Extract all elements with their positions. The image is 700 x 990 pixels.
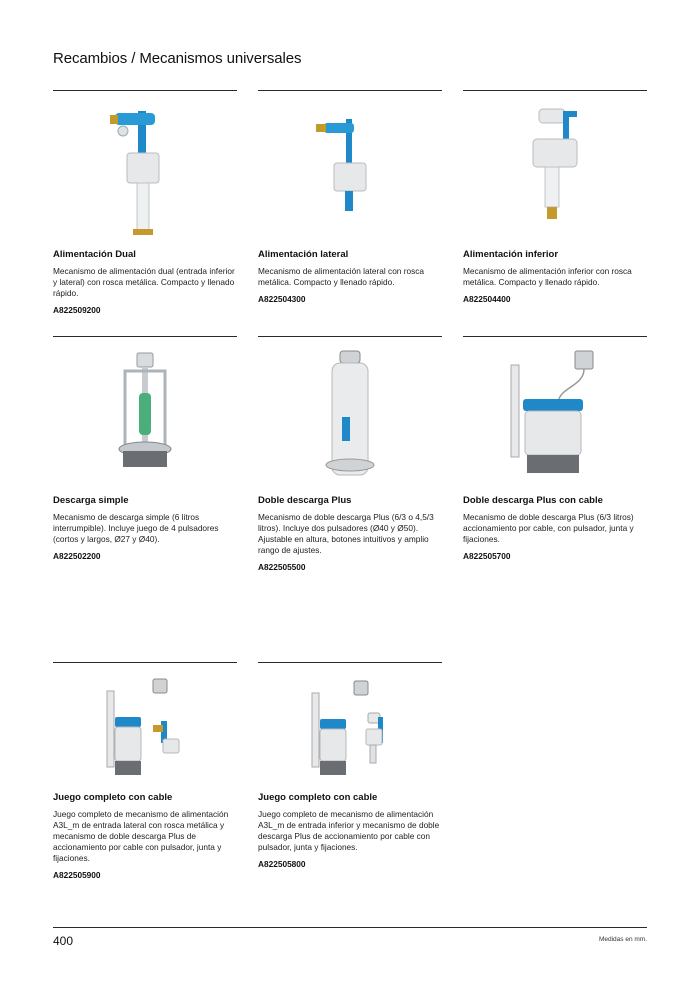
product-card bbox=[53, 90, 237, 315]
product-description: Juego completo de mecanismo de alimentación A3L_m de entrada inferior y mecanismo de doble descarga Plus de accionamiento por cable con pulsador, junta y fijaciones. bbox=[258, 809, 440, 852]
complete-set-bottom-image bbox=[258, 663, 442, 792]
bottom-fill-valve-image bbox=[463, 91, 647, 249]
product-name: Doble descarga Plus con cable bbox=[463, 495, 603, 506]
product-description: Mecanismo de doble descarga Plus (6/3 o 4,5/3 litros). Incluye dos pulsadores (Ø40 y Ø50). Ajustable en altura, botones intuitivos y amplio rango de ajustes. bbox=[258, 512, 434, 555]
product-card bbox=[53, 662, 237, 880]
product-card bbox=[258, 90, 442, 304]
product-name: Alimentación inferior bbox=[463, 249, 559, 260]
product-code: A822505900 bbox=[53, 870, 101, 880]
product-card bbox=[463, 336, 647, 561]
footer-note: Medidas en mm. bbox=[598, 936, 647, 943]
product-name: Juego completo con cable bbox=[53, 792, 173, 803]
cable-flush-valve-image bbox=[463, 337, 647, 495]
product-code: A822504400 bbox=[463, 294, 511, 304]
product-card bbox=[463, 90, 647, 304]
product-code: A822505800 bbox=[258, 859, 306, 869]
product-card bbox=[53, 336, 237, 561]
product-name: Juego completo con cable bbox=[258, 792, 378, 803]
product-name: Alimentación lateral bbox=[258, 249, 349, 260]
product-description: Juego completo de mecanismo de alimentación A3L_m de entrada lateral con rosca metálica y mecanismo de doble descarga Plus de accionamiento por cable con pulsador, junta y fijaciones. bbox=[53, 809, 229, 863]
product-card bbox=[258, 662, 442, 869]
product-code: A822505500 bbox=[258, 562, 306, 572]
product-name: Descarga simple bbox=[53, 495, 129, 506]
product-description: Mecanismo de alimentación dual (entrada inferior y lateral) con rosca metálica. Compacto y llenado rápido. bbox=[53, 266, 235, 298]
page-title: Recambios / Mecanismos universales bbox=[53, 50, 302, 67]
product-code: A822502200 bbox=[53, 551, 101, 561]
dual-fill-valve-image bbox=[53, 91, 237, 249]
single-flush-valve-image bbox=[53, 337, 237, 495]
product-description: Mecanismo de alimentación lateral con rosca metálica. Compacto y llenado rápido. bbox=[258, 266, 425, 287]
side-fill-valve-image bbox=[258, 91, 442, 249]
product-name: Doble descarga Plus bbox=[258, 495, 352, 506]
page-number: 400 bbox=[53, 934, 74, 948]
product-code: A822509200 bbox=[53, 305, 101, 315]
product-card bbox=[258, 336, 442, 572]
product-code: A822505700 bbox=[463, 551, 511, 561]
product-code: A822504300 bbox=[258, 294, 306, 304]
complete-set-lateral-image bbox=[53, 663, 237, 792]
product-description: Mecanismo de doble descarga Plus (6/3 litros) accionamiento por cable, con pulsador, junta y fijaciones. bbox=[463, 512, 634, 544]
product-description: Mecanismo de descarga simple (6 litros interrumpible). Incluye juego de 4 pulsadores (cortos y largos, Ø27 y Ø40). bbox=[53, 512, 219, 544]
footer-divider bbox=[53, 927, 647, 928]
dual-flush-valve-image bbox=[258, 337, 442, 495]
product-description: Mecanismo de alimentación inferior con rosca metálica. Compacto y llenado rápido. bbox=[463, 266, 632, 287]
product-name: Alimentación Dual bbox=[53, 249, 136, 260]
